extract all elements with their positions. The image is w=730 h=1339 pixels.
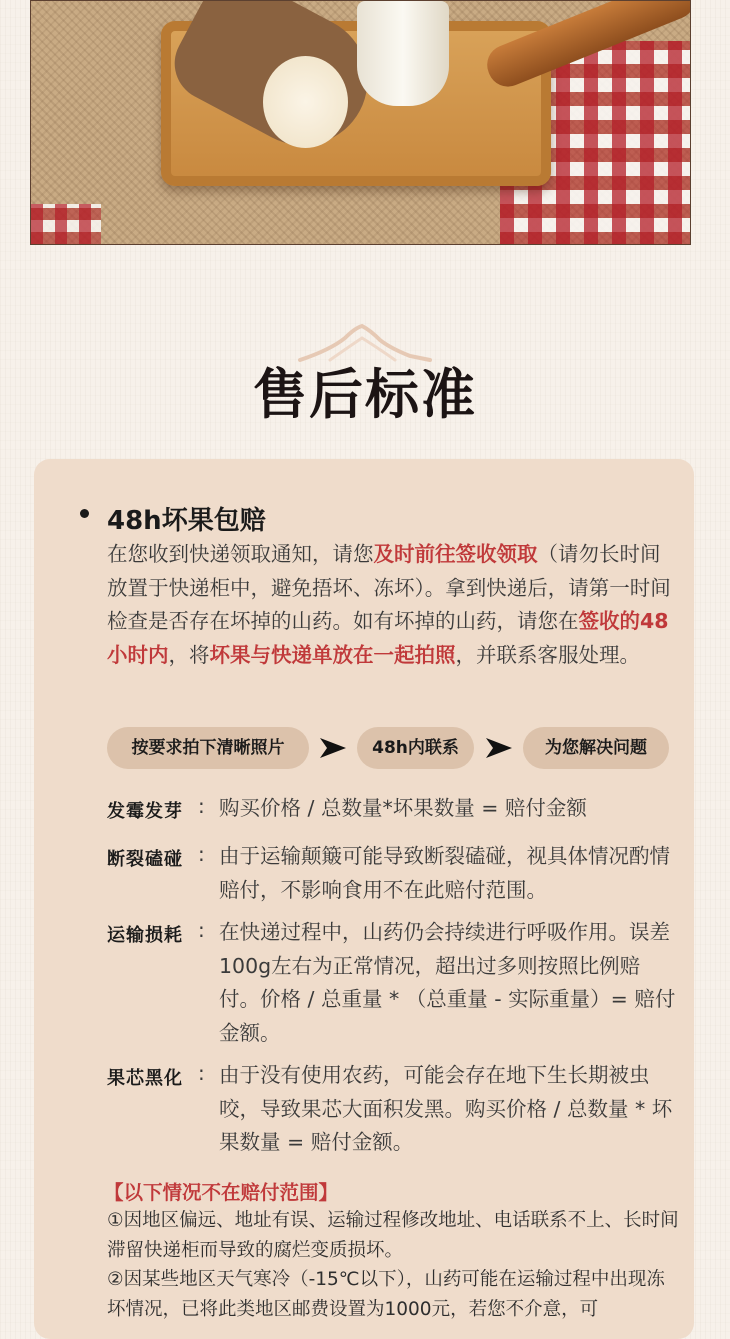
rule-label-mold: 发霉发芽 bbox=[107, 801, 183, 822]
flow-step-contact: 48h内联系 bbox=[357, 727, 474, 769]
yam-cut-face bbox=[263, 56, 348, 148]
exclusions-title: 【以下情况不在赔付范围】 bbox=[104, 1181, 339, 1204]
peeled-yam bbox=[357, 1, 449, 106]
guarantee-paragraph bbox=[107, 538, 677, 672]
arrow-right-icon bbox=[484, 733, 514, 763]
paragraph-text: ，并联系客服处理。 bbox=[455, 642, 640, 667]
rule-text-loss: 在快递过程中，山药仍会持续进行呼吸作用。误差100g左右为正常情况，超出过多则按照比例赔付。价格 / 总重量 * （总重量 - 实际重量）= 赔付金额。 bbox=[219, 920, 676, 1045]
highlight-text: 坏果与快递单放在一起拍照 bbox=[209, 642, 456, 667]
rule-label-blackcore: 果芯黑化 bbox=[107, 1068, 183, 1089]
rule-text-mold: 购买价格 / 总数量*坏果数量 = 赔付金额 bbox=[219, 796, 587, 820]
paragraph-text: ，将 bbox=[168, 642, 210, 667]
rule-colon: : bbox=[198, 794, 205, 818]
rule-label-break: 断裂磕碰 bbox=[107, 849, 183, 870]
paragraph-text: 在您收到快递领取通知，请您 bbox=[107, 542, 374, 566]
rule-text-break: 由于运输颠簸可能导致断裂磕碰，视具体情况酌情赔付，不影响食用不在此赔付范围。 bbox=[219, 844, 670, 902]
exclusion-item: ①因地区偏远、地址有误、运输过程修改地址、电话联系不上、长时间滞留快递柜而导致的腐烂变质损坏。 bbox=[107, 1210, 679, 1261]
rule-colon: : bbox=[198, 918, 205, 942]
checkered-cloth-left bbox=[31, 204, 101, 244]
bullet-dot bbox=[80, 509, 89, 518]
rule-colon: : bbox=[198, 1061, 205, 1085]
paragraph-text: （请勿长时间放置于快递柜中，避免捂坏、冻坏）。拿到快递后，请第一时间检查是否存在坏掉的山药。如有坏掉的山药，请您在 bbox=[107, 542, 671, 633]
highlight-text: 签收的48小时内 bbox=[107, 609, 669, 667]
product-photo bbox=[30, 0, 691, 245]
rule-colon: : bbox=[198, 842, 205, 866]
arrow-right-icon bbox=[318, 733, 348, 763]
rule-label-loss: 运输损耗 bbox=[107, 925, 183, 946]
section-header bbox=[0, 320, 730, 430]
flow-step-resolve: 为您解决问题 bbox=[523, 727, 669, 769]
highlight-text: 及时前往签收领取 bbox=[373, 542, 538, 566]
page-title: 售后标准 bbox=[253, 362, 477, 426]
exclusion-item: ②因某些地区天气寒冷（-15℃以下），山药可能在运输过程中出现冻坏情况，已将此类地区邮费设置为1000元，若您不介意，可 bbox=[107, 1269, 665, 1320]
flow-step-photo: 按要求拍下清晰照片 bbox=[107, 727, 309, 769]
rule-text-blackcore: 由于没有使用农药，可能会存在地下生长期被虫咬，导致果芯大面积发黑。购买价格 / 总数量 * 坏果数量 = 赔付金额。 bbox=[219, 1063, 673, 1154]
guarantee-heading: 48h坏果包赔 bbox=[107, 506, 266, 536]
